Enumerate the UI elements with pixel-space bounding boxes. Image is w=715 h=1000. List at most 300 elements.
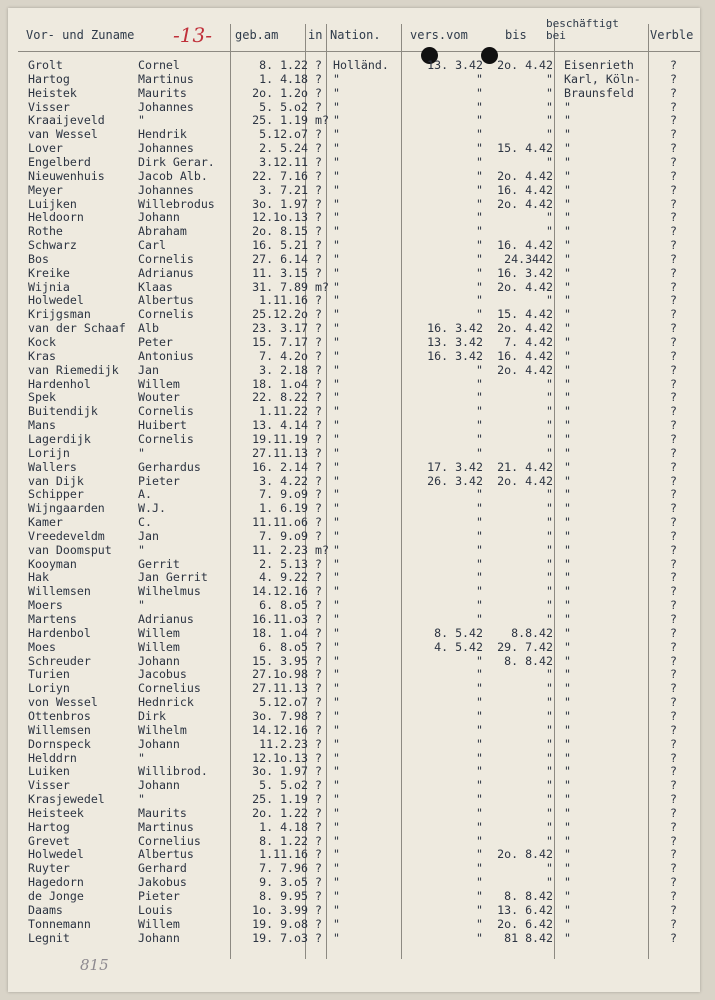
employer-cell: " (564, 612, 571, 626)
birth-date-cell: 7. 4.2o (259, 348, 308, 363)
nationality-cell: " (333, 99, 340, 114)
header-verbleib: Verble (650, 28, 694, 42)
birth-date-cell: 15. 7.17 (252, 335, 308, 349)
until-date-cell: 2o. 4.42 (497, 58, 553, 72)
nationality-cell: " (333, 847, 340, 862)
from-date-cell: " (476, 265, 483, 280)
nationality-cell: " (333, 889, 340, 903)
from-date-cell: " (476, 293, 483, 308)
until-date-cell: 16. 4.42 (497, 238, 553, 253)
nationality-cell: " (333, 196, 340, 211)
nationality-cell: " (333, 279, 340, 294)
employer-cell: " (564, 196, 571, 211)
surname-cell: Helddrn (28, 750, 77, 765)
nationality-cell: " (333, 182, 340, 197)
surname-cell: Heldoorn (28, 210, 84, 225)
employer-cell: " (564, 916, 571, 931)
until-date-cell: " (546, 778, 553, 793)
birth-date-cell: 3o. 1.97 (252, 196, 308, 211)
surname-cell: Holwedel (28, 847, 84, 862)
surname-cell: von Wessel (28, 695, 98, 710)
from-date-cell: 16. 3.42 (427, 348, 483, 363)
until-date-cell: " (546, 71, 553, 86)
given-name-cell: Willem (138, 639, 180, 654)
birth-date-cell: 9. 3.o5 (259, 875, 308, 890)
surname-cell: Hartog (28, 819, 70, 834)
employer-cell: " (564, 307, 571, 322)
nationality-cell: " (333, 736, 340, 751)
header-employed-line2: bei (546, 29, 566, 42)
in-cell: ? (315, 238, 322, 253)
until-date-cell: " (546, 792, 553, 807)
birth-date-cell: 7. 9.o9 (259, 528, 308, 543)
whereabouts-cell: ? (670, 487, 677, 502)
until-date-cell: " (546, 99, 553, 114)
whereabouts-cell: ? (670, 819, 677, 834)
until-date-cell: " (546, 570, 553, 585)
employer-cell: " (564, 736, 571, 751)
surname-cell: Lover (28, 141, 63, 156)
whereabouts-cell: ? (670, 99, 677, 114)
whereabouts-cell: ? (670, 625, 677, 640)
whereabouts-cell: ? (670, 418, 677, 433)
in-cell: ? (315, 722, 322, 737)
surname-cell: Loriyn (28, 681, 70, 696)
given-name-cell: Hednrick (138, 695, 194, 710)
whereabouts-cell: ? (670, 584, 677, 599)
employer-cell: " (564, 515, 571, 530)
nationality-cell: " (333, 113, 340, 128)
employer-cell: " (564, 570, 571, 585)
in-cell: ? (315, 708, 322, 723)
in-cell: ? (315, 556, 322, 571)
birth-date-cell: 12.1o.13 (252, 750, 308, 765)
birth-date-cell: 13. 4.14 (252, 418, 308, 433)
birth-date-cell: 5.12.o7 (259, 695, 308, 710)
employer-cell: " (564, 764, 571, 779)
whereabouts-cell: ? (670, 113, 677, 128)
given-name-cell: Dirk (138, 708, 166, 723)
given-name-cell: Cornelis (138, 251, 194, 266)
employer-cell: " (564, 127, 571, 142)
employer-cell: " (564, 501, 571, 516)
given-name-cell: Peter (138, 335, 173, 349)
until-date-cell: " (546, 764, 553, 779)
surname-cell: Lagerdijk (28, 431, 91, 446)
until-date-cell: " (546, 805, 553, 820)
birth-date-cell: 12.1o.13 (252, 210, 308, 225)
given-name-cell: A. (138, 487, 152, 502)
until-date-cell: 81 8.42 (504, 930, 553, 945)
in-cell: ? (315, 99, 322, 114)
birth-date-cell: 11. 3.15 (252, 265, 308, 280)
until-date-cell: 2o. 4.42 (497, 168, 553, 183)
birth-date-cell: 14.12.16 (252, 722, 308, 737)
until-date-cell: " (546, 404, 553, 419)
given-name-cell: Jan (138, 362, 159, 377)
surname-cell: Wijnia (28, 279, 70, 294)
header-nation: Nation. (330, 28, 381, 42)
surname-cell: Moes (28, 639, 56, 654)
nationality-cell: " (333, 473, 340, 488)
whereabouts-cell: ? (670, 224, 677, 239)
nationality-cell: " (333, 792, 340, 807)
nationality-cell: " (333, 625, 340, 640)
surname-cell: Lorijn (28, 445, 70, 460)
from-date-cell: " (476, 916, 483, 931)
birth-date-cell: 11. 2.23 (252, 542, 308, 557)
from-date-cell: " (476, 902, 483, 917)
whereabouts-cell: ? (670, 695, 677, 710)
until-date-cell: 8. 8.42 (504, 889, 553, 903)
from-date-cell: " (476, 279, 483, 294)
given-name-cell: Jacob Alb. (138, 168, 208, 183)
nationality-cell: " (333, 85, 340, 100)
employer-cell: " (564, 182, 571, 197)
in-cell: ? (315, 501, 322, 516)
given-name-cell: Huibert (138, 418, 187, 433)
in-cell: ? (315, 875, 322, 890)
in-cell: ? (315, 612, 322, 626)
employer-cell: " (564, 695, 571, 710)
from-date-cell: " (476, 805, 483, 820)
employer-cell: " (564, 708, 571, 723)
header-dob: geb.am (235, 28, 279, 42)
from-date-cell: " (476, 238, 483, 253)
given-name-cell: Martinus (138, 819, 194, 834)
given-name-cell: Albertus (138, 293, 194, 308)
in-cell: ? (315, 196, 322, 211)
surname-cell: de Jonge (28, 889, 84, 903)
nationality-cell: " (333, 653, 340, 668)
in-cell: ? (315, 833, 322, 848)
given-name-cell: Alb (138, 321, 159, 336)
from-date-cell: " (476, 113, 483, 128)
birth-date-cell: 23. 3.17 (252, 321, 308, 336)
nationality-cell: " (333, 224, 340, 239)
given-name-cell: Willem (138, 625, 180, 640)
from-date-cell: " (476, 224, 483, 239)
document-sheet (8, 8, 700, 992)
from-date-cell: " (476, 515, 483, 530)
until-date-cell: " (546, 431, 553, 446)
birth-date-cell: 1. 4.18 (259, 819, 308, 834)
whereabouts-cell: ? (670, 210, 677, 225)
whereabouts-cell: ? (670, 348, 677, 363)
employer-cell: " (564, 473, 571, 488)
nationality-cell: " (333, 376, 340, 391)
employer-cell: " (564, 390, 571, 405)
from-date-cell: 26. 3.42 (427, 473, 483, 488)
in-cell: ? (315, 584, 322, 599)
surname-cell: Mans (28, 418, 56, 433)
surname-cell: Turien (28, 667, 70, 682)
whereabouts-cell: ? (670, 251, 677, 266)
surname-cell: Visser (28, 99, 70, 114)
in-cell: ? (315, 819, 322, 834)
pencil-note: 815 (80, 956, 109, 974)
column-rule (554, 24, 555, 959)
employer-cell: " (564, 792, 571, 807)
whereabouts-cell: ? (670, 515, 677, 530)
whereabouts-cell: ? (670, 390, 677, 405)
header-employed-line1: beschäftigt (546, 17, 619, 30)
in-cell: ? (315, 459, 322, 474)
surname-cell: Schwarz (28, 238, 77, 253)
in-cell: ? (315, 224, 322, 239)
nationality-cell: " (333, 833, 340, 848)
in-cell: ? (315, 930, 322, 945)
whereabouts-cell: ? (670, 930, 677, 945)
nationality-cell: " (333, 141, 340, 156)
column-rule (401, 24, 402, 959)
employer-cell: " (564, 265, 571, 280)
surname-cell: Grolt (28, 58, 63, 72)
birth-date-cell: 3.12.11 (259, 154, 308, 169)
until-date-cell: 13. 6.42 (497, 902, 553, 917)
birth-date-cell: 5. 5.o2 (259, 778, 308, 793)
employer-cell: " (564, 376, 571, 391)
until-date-cell: 21. 4.42 (497, 459, 553, 474)
from-date-cell: " (476, 141, 483, 156)
birth-date-cell: 8. 9.95 (259, 889, 308, 903)
birth-date-cell: 16. 2.14 (252, 459, 308, 474)
from-date-cell: " (476, 431, 483, 446)
nationality-cell: " (333, 681, 340, 696)
nationality-cell: " (333, 528, 340, 543)
employer-cell: " (564, 431, 571, 446)
birth-date-cell: 5. 5.o2 (259, 99, 308, 114)
nationality-cell: " (333, 168, 340, 183)
surname-cell: Dornspeck (28, 736, 91, 751)
birth-date-cell: 8. 1.22 (259, 833, 308, 848)
employer-cell: " (564, 889, 571, 903)
whereabouts-cell: ? (670, 154, 677, 169)
in-cell: m? (315, 542, 329, 557)
birth-date-cell: 27.11.13 (252, 445, 308, 460)
employer-cell: " (564, 362, 571, 377)
surname-cell: Willemsen (28, 584, 91, 599)
whereabouts-cell: ? (670, 598, 677, 613)
birth-date-cell: 19. 9.o8 (252, 916, 308, 931)
until-date-cell: 15. 4.42 (497, 141, 553, 156)
given-name-cell: " (138, 445, 145, 460)
from-date-cell: " (476, 528, 483, 543)
from-date-cell: " (476, 750, 483, 765)
whereabouts-cell: ? (670, 528, 677, 543)
birth-date-cell: 22. 7.16 (252, 168, 308, 183)
surname-cell: Kreike (28, 265, 70, 280)
from-date-cell: " (476, 681, 483, 696)
employer-cell: " (564, 459, 571, 474)
employer-cell: " (564, 113, 571, 128)
nationality-cell: " (333, 722, 340, 737)
employer-cell: " (564, 722, 571, 737)
given-name-cell: Pieter (138, 473, 180, 488)
employer-cell: " (564, 321, 571, 336)
from-date-cell: " (476, 542, 483, 557)
given-name-cell: " (138, 598, 145, 613)
employer-cell: " (564, 293, 571, 308)
nationality-cell: " (333, 307, 340, 322)
nationality-cell: " (333, 251, 340, 266)
whereabouts-cell: ? (670, 805, 677, 820)
surname-cell: Daams (28, 902, 63, 917)
in-cell: ? (315, 251, 322, 266)
nationality-cell: " (333, 598, 340, 613)
until-date-cell: 2o. 6.42 (497, 916, 553, 931)
given-name-cell: " (138, 542, 145, 557)
nationality-cell: " (333, 293, 340, 308)
given-name-cell: Dirk Gerar. (138, 154, 215, 169)
in-cell: m? (315, 279, 329, 294)
birth-date-cell: 1. 4.18 (259, 71, 308, 86)
nationality-cell: " (333, 875, 340, 890)
surname-cell: Hardenbol (28, 625, 91, 640)
from-date-cell: " (476, 418, 483, 433)
until-date-cell: 16. 4.42 (497, 348, 553, 363)
employer-cell: " (564, 667, 571, 682)
until-date-cell: " (546, 722, 553, 737)
birth-date-cell: 7. 7.96 (259, 861, 308, 876)
until-date-cell: 2o. 4.42 (497, 473, 553, 488)
given-name-cell: Antonius (138, 348, 194, 363)
employer-cell: " (564, 445, 571, 460)
from-date-cell: " (476, 71, 483, 86)
employer-cell: " (564, 141, 571, 156)
whereabouts-cell: ? (670, 85, 677, 100)
birth-date-cell: 25.12.2o (252, 307, 308, 322)
whereabouts-cell: ? (670, 293, 677, 308)
nationality-cell: " (333, 127, 340, 142)
column-rule (326, 24, 327, 959)
surname-cell: Kamer (28, 515, 63, 530)
in-cell: ? (315, 58, 322, 72)
from-date-cell: " (476, 570, 483, 585)
given-name-cell: Willem (138, 376, 180, 391)
whereabouts-cell: ? (670, 431, 677, 446)
surname-cell: Vreedeveldm (28, 528, 105, 543)
given-name-cell: Maurits (138, 85, 187, 100)
in-cell: ? (315, 639, 322, 654)
header-bis: bis (505, 28, 527, 42)
in-cell: ? (315, 570, 322, 585)
birth-date-cell: 27.11.13 (252, 681, 308, 696)
given-name-cell: Johann (138, 210, 180, 225)
birth-date-cell: 16.11.o3 (252, 612, 308, 626)
surname-cell: Kooyman (28, 556, 77, 571)
surname-cell: Buitendijk (28, 404, 98, 419)
nationality-cell: " (333, 584, 340, 599)
until-date-cell: " (546, 819, 553, 834)
from-date-cell: " (476, 722, 483, 737)
until-date-cell: " (546, 695, 553, 710)
until-date-cell: " (546, 501, 553, 516)
in-cell: ? (315, 916, 322, 931)
birth-date-cell: 11.11.o6 (252, 515, 308, 530)
birth-date-cell: 4. 9.22 (259, 570, 308, 585)
until-date-cell: " (546, 210, 553, 225)
birth-date-cell: 2o. 8.15 (252, 224, 308, 239)
given-name-cell: Maurits (138, 805, 187, 820)
in-cell: ? (315, 625, 322, 640)
whereabouts-cell: ? (670, 570, 677, 585)
in-cell: ? (315, 210, 322, 225)
whereabouts-cell: ? (670, 404, 677, 419)
surname-cell: Wijngaarden (28, 501, 105, 516)
until-date-cell: 16. 4.42 (497, 182, 553, 197)
until-date-cell: " (546, 515, 553, 530)
employer-cell: Karl, Köln- (564, 71, 641, 86)
birth-date-cell: 16. 5.21 (252, 238, 308, 253)
until-date-cell: 2o. 4.42 (497, 196, 553, 211)
employer-cell: " (564, 487, 571, 502)
surname-cell: Meyer (28, 182, 63, 197)
until-date-cell: " (546, 667, 553, 682)
from-date-cell: 8. 5.42 (434, 625, 483, 640)
nationality-cell: Holländ. (333, 58, 389, 72)
employer-cell: " (564, 238, 571, 253)
until-date-cell: " (546, 390, 553, 405)
from-date-cell: " (476, 764, 483, 779)
birth-date-cell: 1.11.16 (259, 293, 308, 308)
whereabouts-cell: ? (670, 681, 677, 696)
surname-cell: Visser (28, 778, 70, 793)
given-name-cell: Willebrodus (138, 196, 215, 211)
in-cell: ? (315, 847, 322, 862)
surname-cell: Kock (28, 335, 56, 349)
in-cell: ? (315, 154, 322, 169)
nationality-cell: " (333, 861, 340, 876)
in-cell: ? (315, 362, 322, 377)
nationality-cell: " (333, 459, 340, 474)
surname-cell: van Dijk (28, 473, 84, 488)
employer-cell: " (564, 251, 571, 266)
from-date-cell: " (476, 792, 483, 807)
whereabouts-cell: ? (670, 861, 677, 876)
nationality-cell: " (333, 362, 340, 377)
nationality-cell: " (333, 819, 340, 834)
birth-date-cell: 15. 3.95 (252, 653, 308, 668)
from-date-cell: " (476, 154, 483, 169)
given-name-cell: Willibrod. (138, 764, 208, 779)
in-cell: ? (315, 71, 322, 86)
birth-date-cell: 3. 2.18 (259, 362, 308, 377)
nationality-cell: " (333, 445, 340, 460)
employer-cell: " (564, 681, 571, 696)
until-date-cell: 8. 8.42 (504, 653, 553, 668)
birth-date-cell: 1.11.22 (259, 404, 308, 419)
birth-date-cell: 5.12.o7 (259, 127, 308, 142)
from-date-cell: " (476, 99, 483, 114)
whereabouts-cell: ? (670, 58, 677, 72)
from-date-cell: 13. 3.42 (427, 58, 483, 72)
in-cell: ? (315, 168, 322, 183)
until-date-cell: " (546, 861, 553, 876)
surname-cell: Hardenhol (28, 376, 91, 391)
employer-cell: " (564, 224, 571, 239)
whereabouts-cell: ? (670, 778, 677, 793)
in-cell: ? (315, 265, 322, 280)
employer-cell: Braunsfeld (564, 85, 634, 100)
whereabouts-cell: ? (670, 556, 677, 571)
from-date-cell: " (476, 612, 483, 626)
whereabouts-cell: ? (670, 473, 677, 488)
employer-cell: " (564, 99, 571, 114)
nationality-cell: " (333, 695, 340, 710)
in-cell: ? (315, 487, 322, 502)
from-date-cell: " (476, 390, 483, 405)
